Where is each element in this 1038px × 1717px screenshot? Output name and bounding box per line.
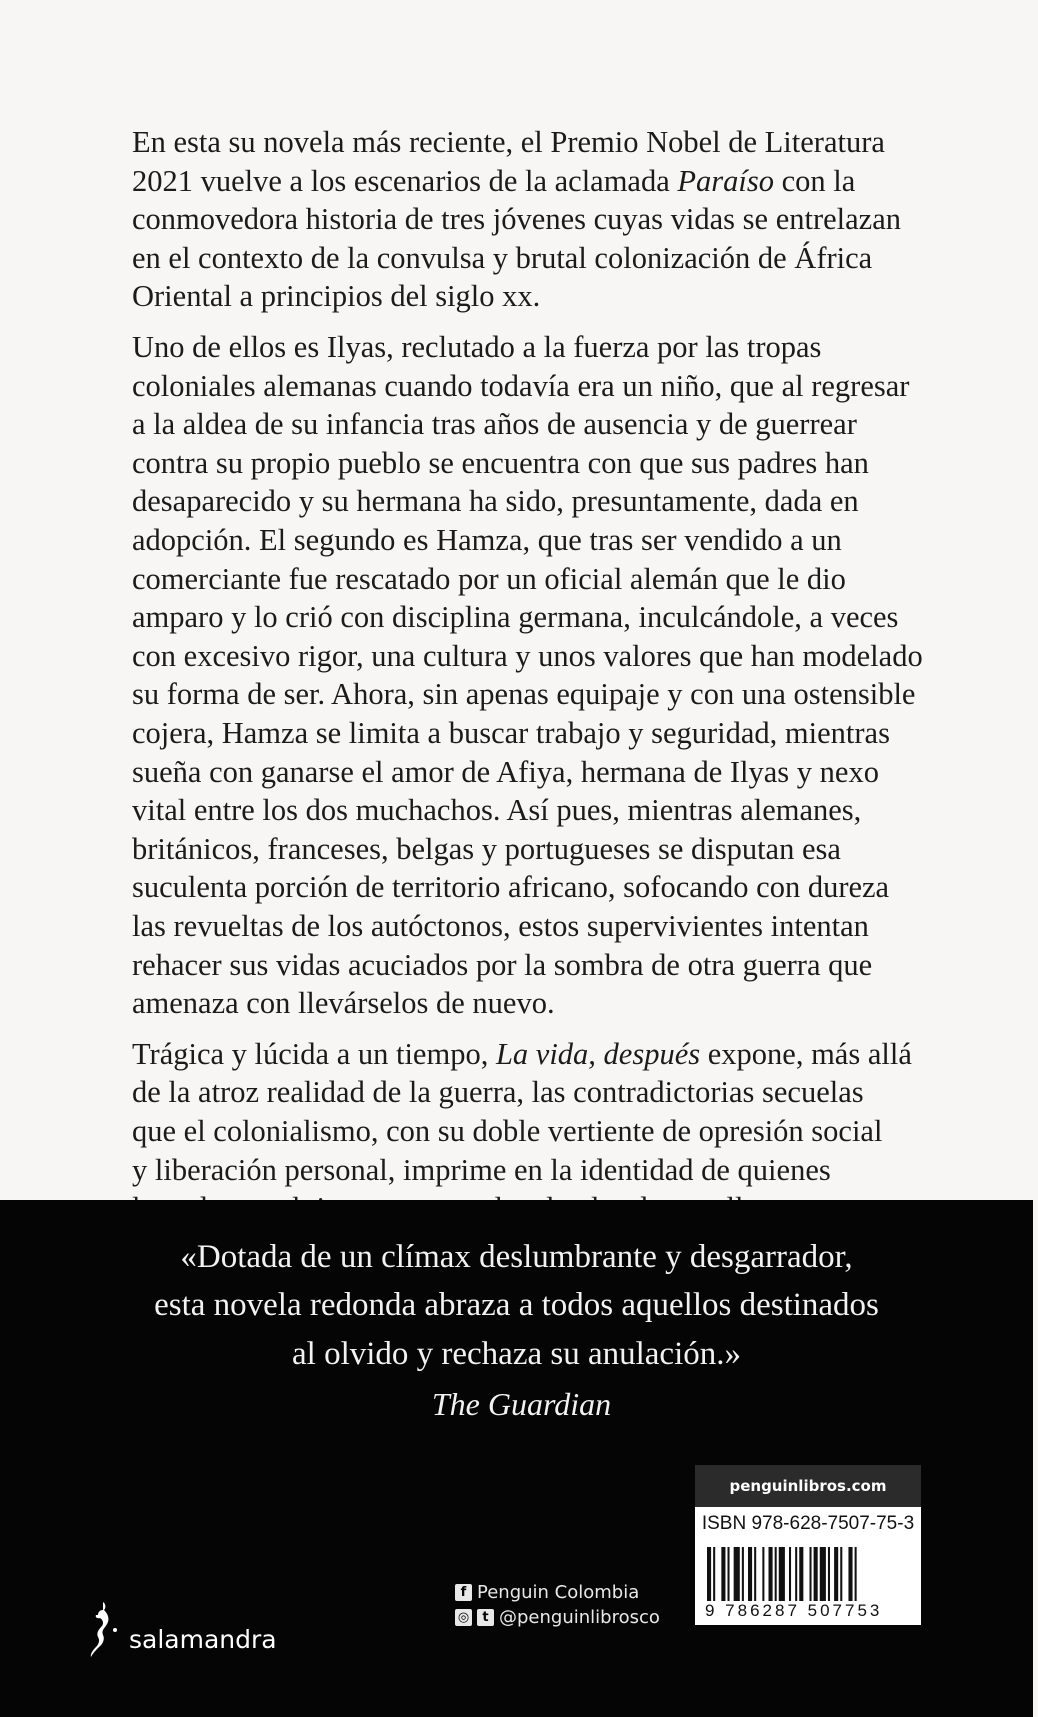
social-handle: @penguinlibrosco bbox=[499, 1607, 660, 1628]
text-line bbox=[132, 162, 855, 200]
text-line bbox=[132, 830, 841, 868]
text-line bbox=[132, 753, 879, 791]
text-line bbox=[132, 984, 555, 1022]
twitter-icon: t bbox=[477, 1609, 494, 1626]
text-line bbox=[132, 791, 861, 829]
text-line bbox=[132, 637, 923, 675]
text-segment: 2021 vuelve a los escenarios de la aclamada bbox=[132, 163, 678, 198]
text-segment: suculenta porción de territorio africano, sofocando con dureza bbox=[132, 870, 890, 905]
text-line bbox=[132, 367, 909, 405]
text-segment: adopción. El segundo es Hamza, que tras ser vendido a un bbox=[132, 523, 842, 557]
text-line bbox=[132, 868, 889, 906]
text-segment: expone, más allá bbox=[700, 1036, 912, 1071]
website: penguinlibros.com bbox=[695, 1465, 921, 1507]
text-line bbox=[132, 714, 890, 752]
text-line bbox=[132, 1073, 864, 1111]
text-line bbox=[132, 1151, 831, 1189]
text-segment: amenaza con llevárselos de nuevo. bbox=[132, 986, 555, 1021]
text-segment: contra su propio pueblo se encuentra con que sus padres han bbox=[132, 445, 869, 480]
text-segment: comerciante fue rescatado por un oficial alemán que le dio bbox=[132, 561, 846, 596]
text-segment: su forma de ser. Ahora, sin apenas equipaje y con una ostensible bbox=[132, 677, 916, 712]
text-line bbox=[132, 521, 842, 559]
text-line bbox=[132, 946, 872, 984]
italic-title: Paraíso bbox=[677, 163, 774, 198]
text-segment: vital entre los dos muchachos. Así pues, mientras alemanes, bbox=[132, 793, 862, 828]
quote-line: esta novela redonda abraza a todos aquellos destinados bbox=[154, 1287, 879, 1323]
text-segment: las revueltas de los autóctonos, estos supervivientes intentan bbox=[132, 909, 869, 943]
text-segment: sueña con ganarse el amor de Afiya, hermana de Ilyas y nexo bbox=[132, 754, 879, 789]
text-segment: desaparecido y su hermana ha sido, presuntamente, dada en bbox=[132, 484, 859, 519]
quote-line: «Dotada de un clímax deslumbrante y desgarrador, bbox=[180, 1239, 853, 1275]
text-segment: británicos, franceses, belgas y portugueses se disputan esa bbox=[132, 831, 841, 866]
facebook-icon: f bbox=[455, 1584, 472, 1601]
facebook-name: Penguin Colombia bbox=[477, 1582, 640, 1603]
quote-line: al olvido y rechaza su anulación.» bbox=[292, 1336, 741, 1372]
text-line bbox=[132, 444, 869, 482]
text-segment: en el contexto de la convulsa y brutal colonización de África bbox=[132, 240, 873, 275]
text-segment: de la atroz realidad de la guerra, las contradictorias secuelas bbox=[132, 1075, 864, 1110]
text-line bbox=[132, 907, 869, 945]
text-line bbox=[132, 1035, 912, 1073]
barcode-box bbox=[695, 1465, 921, 1625]
text-segment: conmovedora historia de tres jóvenes cuyas vidas se entrelazan bbox=[132, 202, 901, 237]
text-segment: Oriental a principios del siglo xx. bbox=[132, 279, 541, 314]
publisher-name: salamandra bbox=[129, 1625, 277, 1654]
text-segment: y liberación personal, imprime en la identidad de quienes bbox=[132, 1152, 831, 1187]
text-line bbox=[132, 328, 821, 366]
text-segment: Trágica y lúcida a un tiempo, bbox=[132, 1036, 496, 1071]
text-line bbox=[132, 598, 898, 636]
barcode-digits: 9 786287 507753 bbox=[705, 1601, 883, 1620]
text-line bbox=[132, 405, 857, 443]
isbn: ISBN 978-628-7507-75-3 bbox=[701, 1513, 915, 1534]
text-segment: a la aldea de su infancia tras años de ausencia y de guerrear bbox=[132, 407, 857, 442]
text-segment: con excesivo rigor, una cultura y unos valores que han modelado bbox=[132, 638, 923, 673]
text-segment: amparo y lo crió con disciplina germana, inculcándole, a veces bbox=[132, 600, 899, 635]
text-segment: que el colonialismo, con su doble vertiente de opresión social bbox=[132, 1114, 883, 1148]
publisher-logo bbox=[85, 1600, 277, 1660]
social-links bbox=[455, 1580, 660, 1630]
quote-source: The Guardian bbox=[431, 1386, 612, 1422]
text-segment: rehacer sus vidas acuciados por la sombra de otra guerra que bbox=[132, 947, 873, 982]
italic-title: La vida, después bbox=[495, 1036, 701, 1071]
salamander-icon bbox=[85, 1600, 125, 1660]
text-segment: cojera, Hamza se limita a buscar trabajo y seguridad, mientras bbox=[132, 716, 890, 750]
text-line bbox=[132, 675, 915, 713]
text-line bbox=[132, 277, 540, 315]
text-line bbox=[132, 200, 901, 238]
text-line bbox=[132, 123, 885, 161]
blurb-text bbox=[132, 0, 1032, 1200]
text-line bbox=[132, 239, 872, 277]
instagram-icon: ◎ bbox=[455, 1609, 472, 1626]
text-line bbox=[132, 560, 846, 598]
text-segment: En esta su novela más reciente, el Premio Nobel de Literatura bbox=[132, 125, 885, 159]
text-line bbox=[132, 1112, 882, 1150]
text-line bbox=[132, 482, 859, 520]
text-segment: Uno de ellos es Ilyas, reclutado a la fuerza por las tropas bbox=[132, 330, 822, 364]
text-segment: con la bbox=[773, 163, 856, 198]
text-segment: coloniales alemanas cuando todavía era un niño, que al regresar bbox=[132, 368, 910, 403]
